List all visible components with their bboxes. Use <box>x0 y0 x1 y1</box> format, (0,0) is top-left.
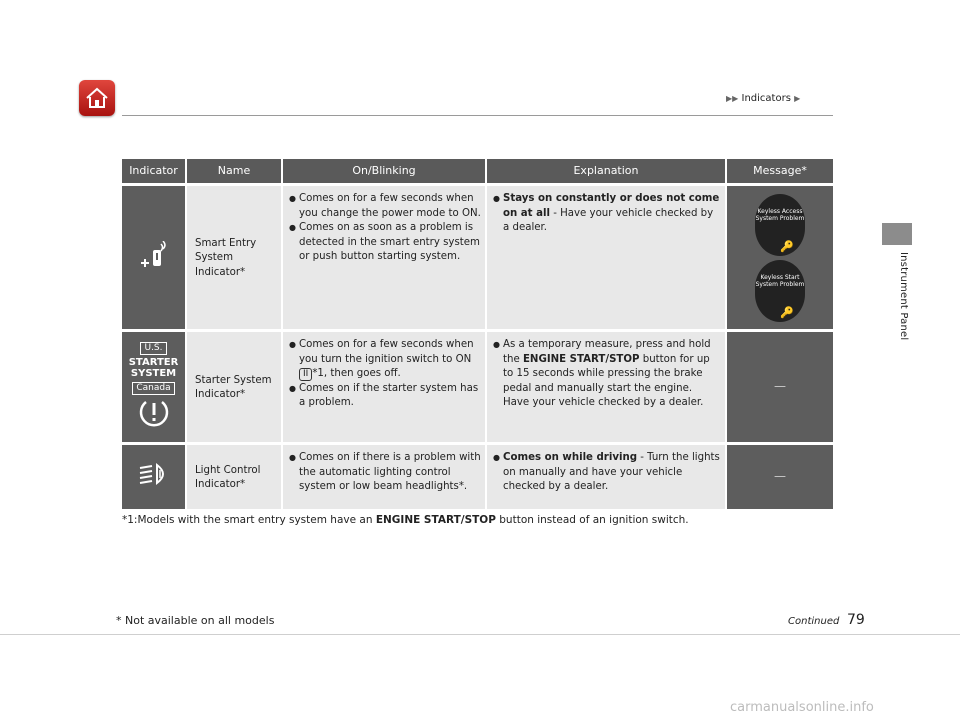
breadcrumb-label[interactable]: Indicators <box>741 93 791 104</box>
table-header-row <box>122 159 833 183</box>
list-item: ● Comes on if the starter system has a problem. <box>289 382 481 411</box>
explanation-cell <box>487 186 727 329</box>
section-tab[interactable] <box>882 223 912 245</box>
explanation-cell <box>487 445 727 509</box>
key-icon: 🔑 <box>780 305 794 319</box>
name-cell: Smart Entry System Indicator* <box>187 186 283 329</box>
name-cell: Starter System Indicator* <box>187 332 283 442</box>
message-display: Keyless Access System Problem 🔑 <box>755 194 805 256</box>
explanation-cell <box>487 332 727 442</box>
starter-system-label: STARTER SYSTEM <box>128 357 179 380</box>
on-blinking-cell <box>283 332 487 442</box>
continued-label: Continued <box>788 616 840 627</box>
list-item: ● Comes on if there is a problem with the automatic lighting control system or low beam headlights*. <box>289 451 481 495</box>
home-button[interactable] <box>79 80 115 116</box>
list-item: ● Stays on constantly or does not come on at all - Have your vehicle checked by a dealer. <box>493 192 721 236</box>
page-number: 79 <box>847 612 865 628</box>
list-item: ● Comes on as soon as a problem is detected in the smart entry system or push button starting system. <box>289 221 481 265</box>
region-tag-canada: Canada <box>132 382 174 395</box>
footnote: *1:Models with the smart entry system have an ENGINE START/STOP button instead of an ignition switch. <box>122 514 689 526</box>
header-rule <box>122 115 833 116</box>
message-display: Keyless Start System Problem 🔑 <box>755 260 805 322</box>
table-row <box>122 332 833 442</box>
message-cell <box>727 186 833 329</box>
header-indicator: Indicator <box>122 159 187 183</box>
message-cell: — <box>727 332 833 442</box>
region-tag-us: U.S. <box>140 342 166 355</box>
on-blinking-cell <box>283 445 487 509</box>
header-explanation: Explanation <box>487 159 727 183</box>
ignition-on-icon: II <box>299 368 312 381</box>
on-blinking-cell <box>283 186 487 329</box>
list-item: ● Comes on while driving - Turn the lights on manually and have your vehicle checked by a dealer. <box>493 451 721 495</box>
breadcrumb[interactable]: ▶▶ Indicators ▶ <box>726 93 801 104</box>
table-row <box>122 445 833 509</box>
header-name: Name <box>187 159 283 183</box>
watermark: carmanualsonline.info <box>730 700 874 715</box>
list-item: ● Comes on for a few seconds when you turn the ignition switch to ON II *1, then goes off. <box>289 338 481 382</box>
list-item: ● Comes on for a few seconds when you change the power mode to ON. <box>289 192 481 221</box>
smart-entry-icon <box>137 241 171 269</box>
header-on-blinking: On/Blinking <box>283 159 487 183</box>
name-cell: Light Control Indicator* <box>187 445 283 509</box>
list-item: ● As a temporary measure, press and hold the ENGINE START/STOP button for up to 15 seconds while pressing the brake pedal and manually start the engine. Have your vehicle checked by a dealer. <box>493 338 721 411</box>
availability-note: * Not available on all models <box>116 614 275 627</box>
home-icon <box>84 85 110 111</box>
section-label: Instrument Panel <box>898 252 909 341</box>
header-message: Message* <box>727 159 833 183</box>
table-row <box>122 186 833 329</box>
indicator-cell <box>122 445 187 509</box>
message-cell: — <box>727 445 833 509</box>
footer-rule <box>0 634 960 635</box>
indicator-table <box>122 156 833 512</box>
key-icon: 🔑 <box>780 239 794 253</box>
indicator-cell <box>122 332 187 442</box>
light-control-icon <box>137 461 171 487</box>
indicator-cell <box>122 186 187 329</box>
starter-warning-icon <box>138 396 170 428</box>
